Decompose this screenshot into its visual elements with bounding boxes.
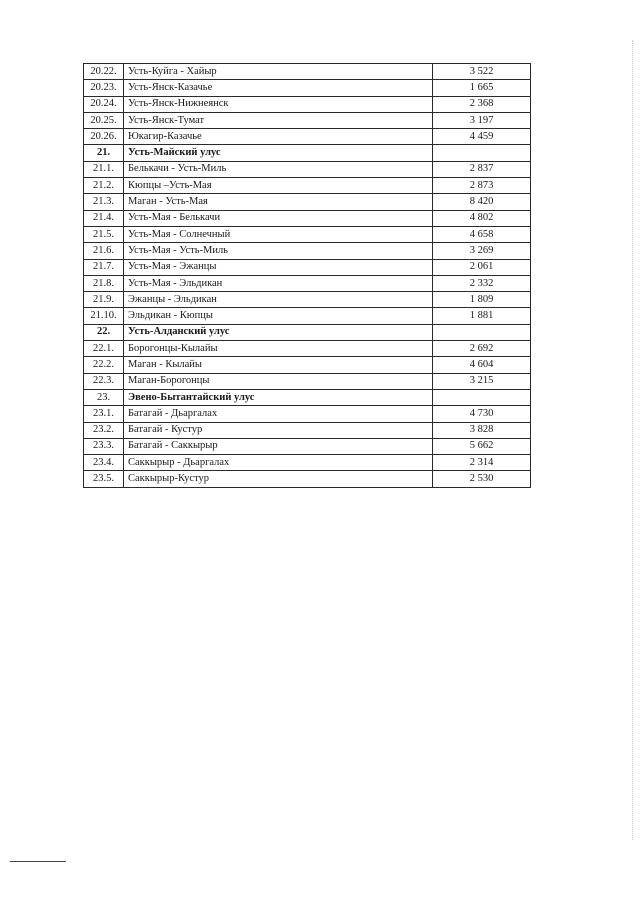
table-row xyxy=(84,406,531,422)
route-name: Эльдикан - Кюпцы xyxy=(124,308,433,324)
route-name: Борогонцы-Кылайы xyxy=(124,341,433,357)
table-row xyxy=(84,308,531,324)
section-row xyxy=(84,145,531,161)
row-number: 21.6. xyxy=(84,243,124,259)
row-number: 21.3. xyxy=(84,194,124,210)
table-row xyxy=(84,96,531,112)
route-value: 4 459 xyxy=(433,129,531,145)
route-value: 2 314 xyxy=(433,455,531,471)
section-row xyxy=(84,324,531,340)
section-title: Эвено-Бытантайский улус xyxy=(124,389,433,405)
route-value: 2 530 xyxy=(433,471,531,487)
routes-table-body xyxy=(84,64,531,488)
route-name: Усть-Мая - Солнечный xyxy=(124,226,433,242)
row-number: 23.1. xyxy=(84,406,124,422)
row-number: 21. xyxy=(84,145,124,161)
row-number: 20.22. xyxy=(84,64,124,80)
route-name: Батагай - Кустур xyxy=(124,422,433,438)
table-row xyxy=(84,194,531,210)
route-name: Усть-Мая - Эжанцы xyxy=(124,259,433,275)
table-row xyxy=(84,471,531,487)
row-number: 23.5. xyxy=(84,471,124,487)
route-name: Эжанцы - Эльдикан xyxy=(124,292,433,308)
route-name: Усть-Мая - Белькачи xyxy=(124,210,433,226)
route-value: 3 522 xyxy=(433,64,531,80)
row-number: 21.7. xyxy=(84,259,124,275)
route-value: 1 881 xyxy=(433,308,531,324)
table-row xyxy=(84,373,531,389)
row-number: 20.25. xyxy=(84,112,124,128)
row-number: 20.26. xyxy=(84,129,124,145)
table-row xyxy=(84,243,531,259)
footnote-separator xyxy=(10,861,66,862)
route-value: 3 197 xyxy=(433,112,531,128)
row-number: 23. xyxy=(84,389,124,405)
row-number: 22.3. xyxy=(84,373,124,389)
route-value: 5 662 xyxy=(433,438,531,454)
route-value xyxy=(433,389,531,405)
table-row xyxy=(84,259,531,275)
route-value xyxy=(433,145,531,161)
route-value xyxy=(433,324,531,340)
table-row xyxy=(84,210,531,226)
table-row xyxy=(84,422,531,438)
route-value: 3 828 xyxy=(433,422,531,438)
section-title: Усть-Майский улус xyxy=(124,145,433,161)
route-value: 2 061 xyxy=(433,259,531,275)
table-row xyxy=(84,161,531,177)
route-value: 2 332 xyxy=(433,275,531,291)
route-value: 2 873 xyxy=(433,178,531,194)
table-row xyxy=(84,275,531,291)
route-name: Усть-Янск-Казачье xyxy=(124,80,433,96)
route-name: Усть-Янск-Нижнеянск xyxy=(124,96,433,112)
row-number: 21.4. xyxy=(84,210,124,226)
route-value: 3 215 xyxy=(433,373,531,389)
section-row xyxy=(84,389,531,405)
route-name: Саккырыр - Дьаргалах xyxy=(124,455,433,471)
row-number: 23.3. xyxy=(84,438,124,454)
route-value: 4 658 xyxy=(433,226,531,242)
table-row xyxy=(84,226,531,242)
scan-edge-mark xyxy=(631,40,633,840)
route-name: Кюпцы –Усть-Мая xyxy=(124,178,433,194)
route-name: Усть-Мая - Усть-Миль xyxy=(124,243,433,259)
row-number: 21.10. xyxy=(84,308,124,324)
row-number: 20.24. xyxy=(84,96,124,112)
table-row xyxy=(84,112,531,128)
route-value: 8 420 xyxy=(433,194,531,210)
route-name: Батагай - Дьаргалах xyxy=(124,406,433,422)
table-row xyxy=(84,80,531,96)
route-name: Саккырыр-Кустур xyxy=(124,471,433,487)
row-number: 21.2. xyxy=(84,178,124,194)
route-value: 4 730 xyxy=(433,406,531,422)
route-name: Усть-Мая - Эльдикан xyxy=(124,275,433,291)
row-number: 21.9. xyxy=(84,292,124,308)
row-number: 21.8. xyxy=(84,275,124,291)
table-row xyxy=(84,455,531,471)
route-value: 1 809 xyxy=(433,292,531,308)
route-value: 2 368 xyxy=(433,96,531,112)
table-row xyxy=(84,341,531,357)
route-name: Юкагир-Казачье xyxy=(124,129,433,145)
row-number: 22.2. xyxy=(84,357,124,373)
table-row xyxy=(84,64,531,80)
table-row xyxy=(84,129,531,145)
row-number: 23.4. xyxy=(84,455,124,471)
route-value: 2 692 xyxy=(433,341,531,357)
row-number: 20.23. xyxy=(84,80,124,96)
row-number: 23.2. xyxy=(84,422,124,438)
route-value: 3 269 xyxy=(433,243,531,259)
route-name: Маган - Кылайы xyxy=(124,357,433,373)
table-row xyxy=(84,438,531,454)
row-number: 22.1. xyxy=(84,341,124,357)
route-name: Усть-Куйга - Хайыр xyxy=(124,64,433,80)
route-value: 1 665 xyxy=(433,80,531,96)
section-title: Усть-Алданский улус xyxy=(124,324,433,340)
route-name: Батагай - Саккырыр xyxy=(124,438,433,454)
row-number: 21.1. xyxy=(84,161,124,177)
route-value: 4 604 xyxy=(433,357,531,373)
table-row xyxy=(84,357,531,373)
row-number: 21.5. xyxy=(84,226,124,242)
route-name: Маган-Борогонцы xyxy=(124,373,433,389)
route-name: Усть-Янск-Тумат xyxy=(124,112,433,128)
table-row xyxy=(84,178,531,194)
row-number: 22. xyxy=(84,324,124,340)
table-row xyxy=(84,292,531,308)
routes-table xyxy=(83,63,531,488)
route-value: 2 837 xyxy=(433,161,531,177)
route-value: 4 802 xyxy=(433,210,531,226)
route-name: Белькачи - Усть-Миль xyxy=(124,161,433,177)
route-name: Маган - Усть-Мая xyxy=(124,194,433,210)
